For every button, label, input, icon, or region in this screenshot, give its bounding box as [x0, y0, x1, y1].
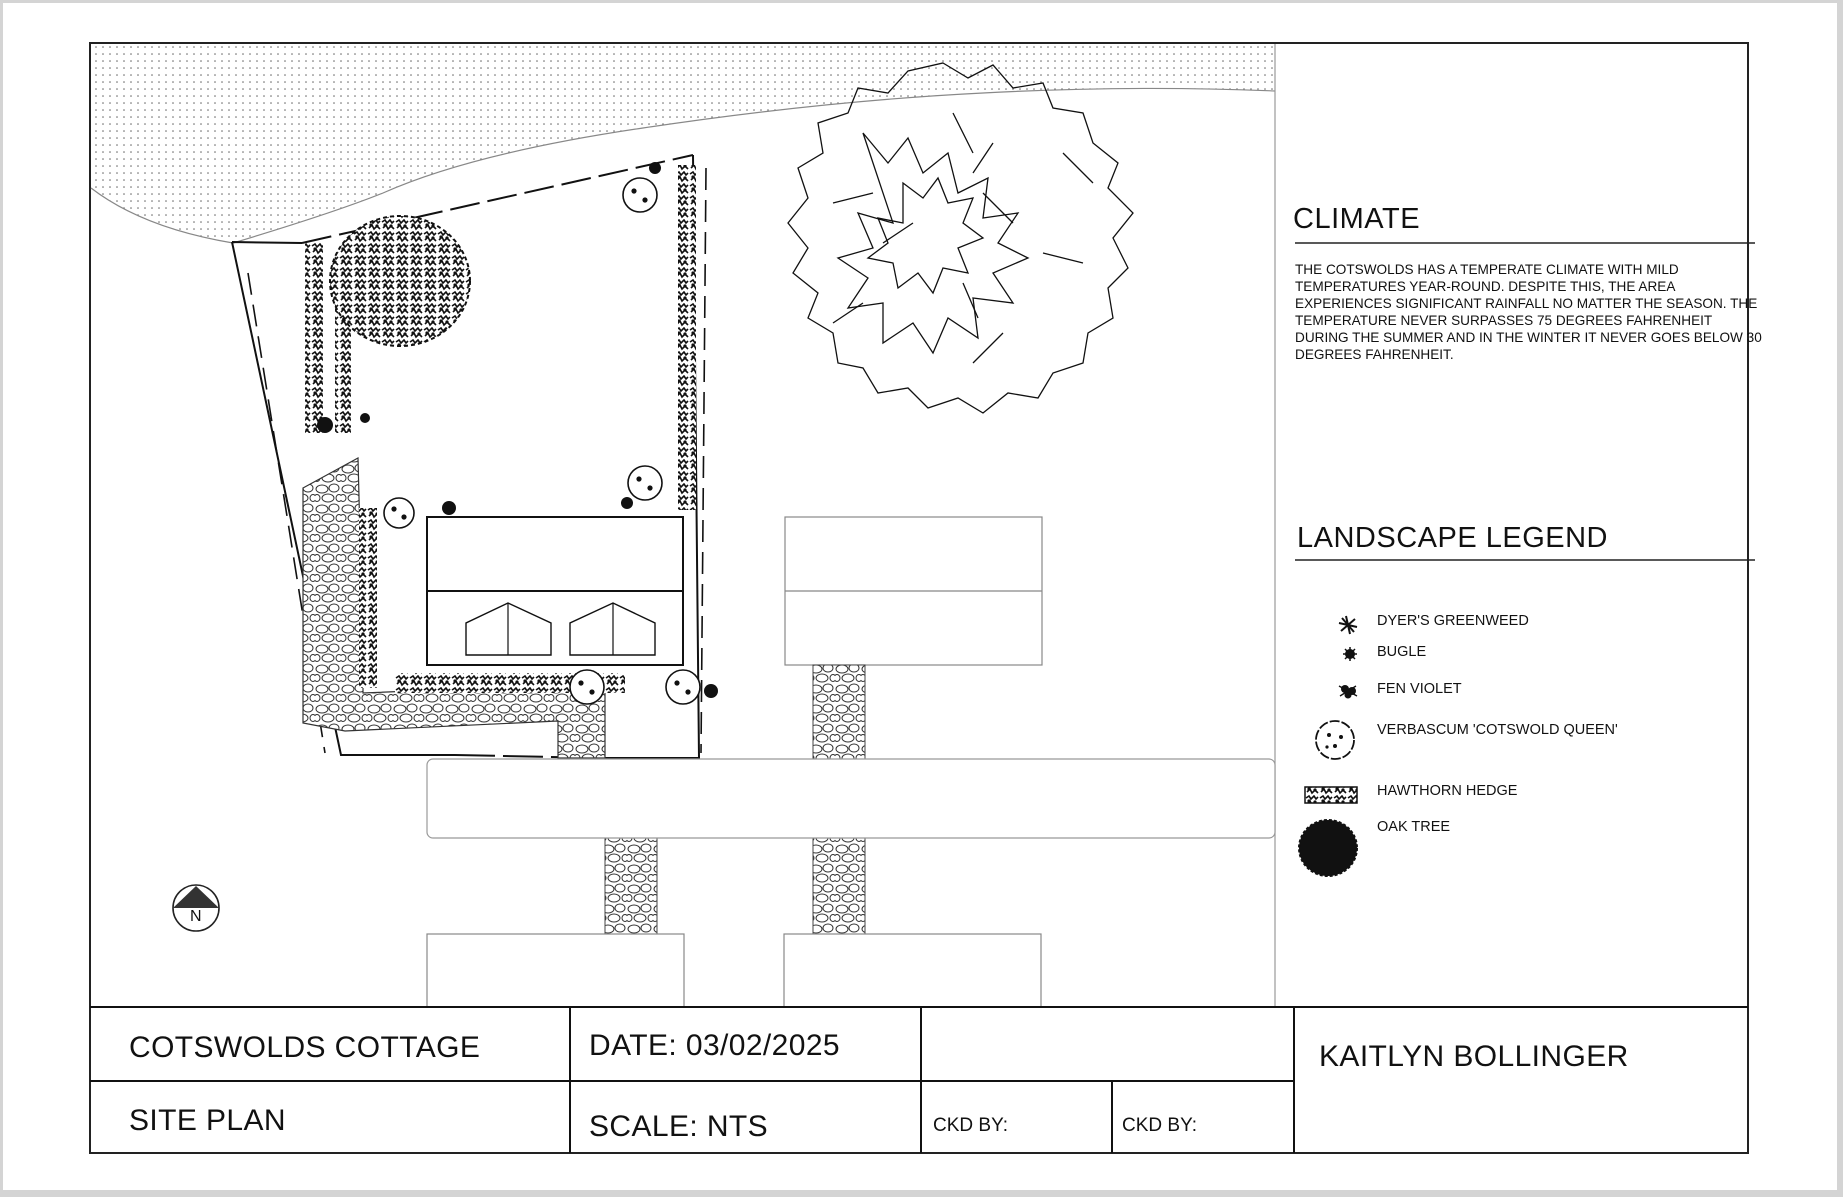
oak-tree-garden [330, 216, 470, 346]
legend-heading: LANDSCAPE LEGEND [1297, 522, 1608, 554]
project-name: COTSWOLDS COTTAGE [129, 1031, 481, 1064]
cottage [427, 517, 683, 665]
title-block-grid [90, 1007, 1748, 1153]
legend-label-fen-violet: FEN VIOLET [1377, 681, 1462, 697]
drawing-date: DATE: 03/02/2025 [589, 1029, 840, 1062]
north-label: N [190, 908, 202, 925]
legend-label-oak-tree: OAK TREE [1377, 819, 1451, 835]
hawthorn-hedge-icon [1305, 787, 1357, 803]
oak-tree-canopy-large [788, 63, 1133, 413]
bugle-icon [1343, 647, 1357, 661]
checked-by-1: CKD BY: [933, 1115, 1008, 1136]
legend-label-verbascum: VERBASCUM 'COTSWOLD QUEEN' [1377, 722, 1618, 738]
checked-by-2: CKD BY: [1122, 1115, 1197, 1136]
oak-tree-icon [1299, 820, 1357, 876]
legend-label-dyers-greenweed: DYER'S GREENWEED [1377, 613, 1529, 629]
climate-description: THE COTSWOLDS HAS A TEMPERATE CLIMATE WITH MILD TEMPERATURES YEAR-ROUND. DESPITE THIS, THE AREA EXPERIENCES SIGNIFICANT RAINFALL NO MATTER THE SEASON. THE TEMPERATURE NEVER SURPASSES 75 DEGREES FAHRENHEIT DURING THE SUMMER AND IN THE WINTER IT NEVER GOES BELOW 30 DEGREES FAHRENHEIT. [1295, 262, 1762, 362]
climate-heading: CLIMATE [1293, 203, 1421, 235]
author-name: KAITLYN BOLLINGER [1319, 1040, 1629, 1073]
dyers-greenweed-icon [1339, 616, 1357, 634]
legend-label-bugle: BUGLE [1377, 644, 1427, 660]
site-plan-drawing [3, 3, 1837, 1190]
road [427, 759, 1275, 838]
fen-violet-icon [1339, 685, 1357, 699]
drawing-title: SITE PLAN [129, 1104, 286, 1137]
legend-label-hawthorn-hedge: HAWTHORN HEDGE [1377, 783, 1518, 799]
legend-symbols [1299, 616, 1357, 876]
drawing-sheet [3, 3, 1837, 1190]
neighbour-building [785, 517, 1042, 665]
drawing-scale: SCALE: NTS [589, 1110, 769, 1143]
verbascum-icon [1316, 721, 1354, 759]
